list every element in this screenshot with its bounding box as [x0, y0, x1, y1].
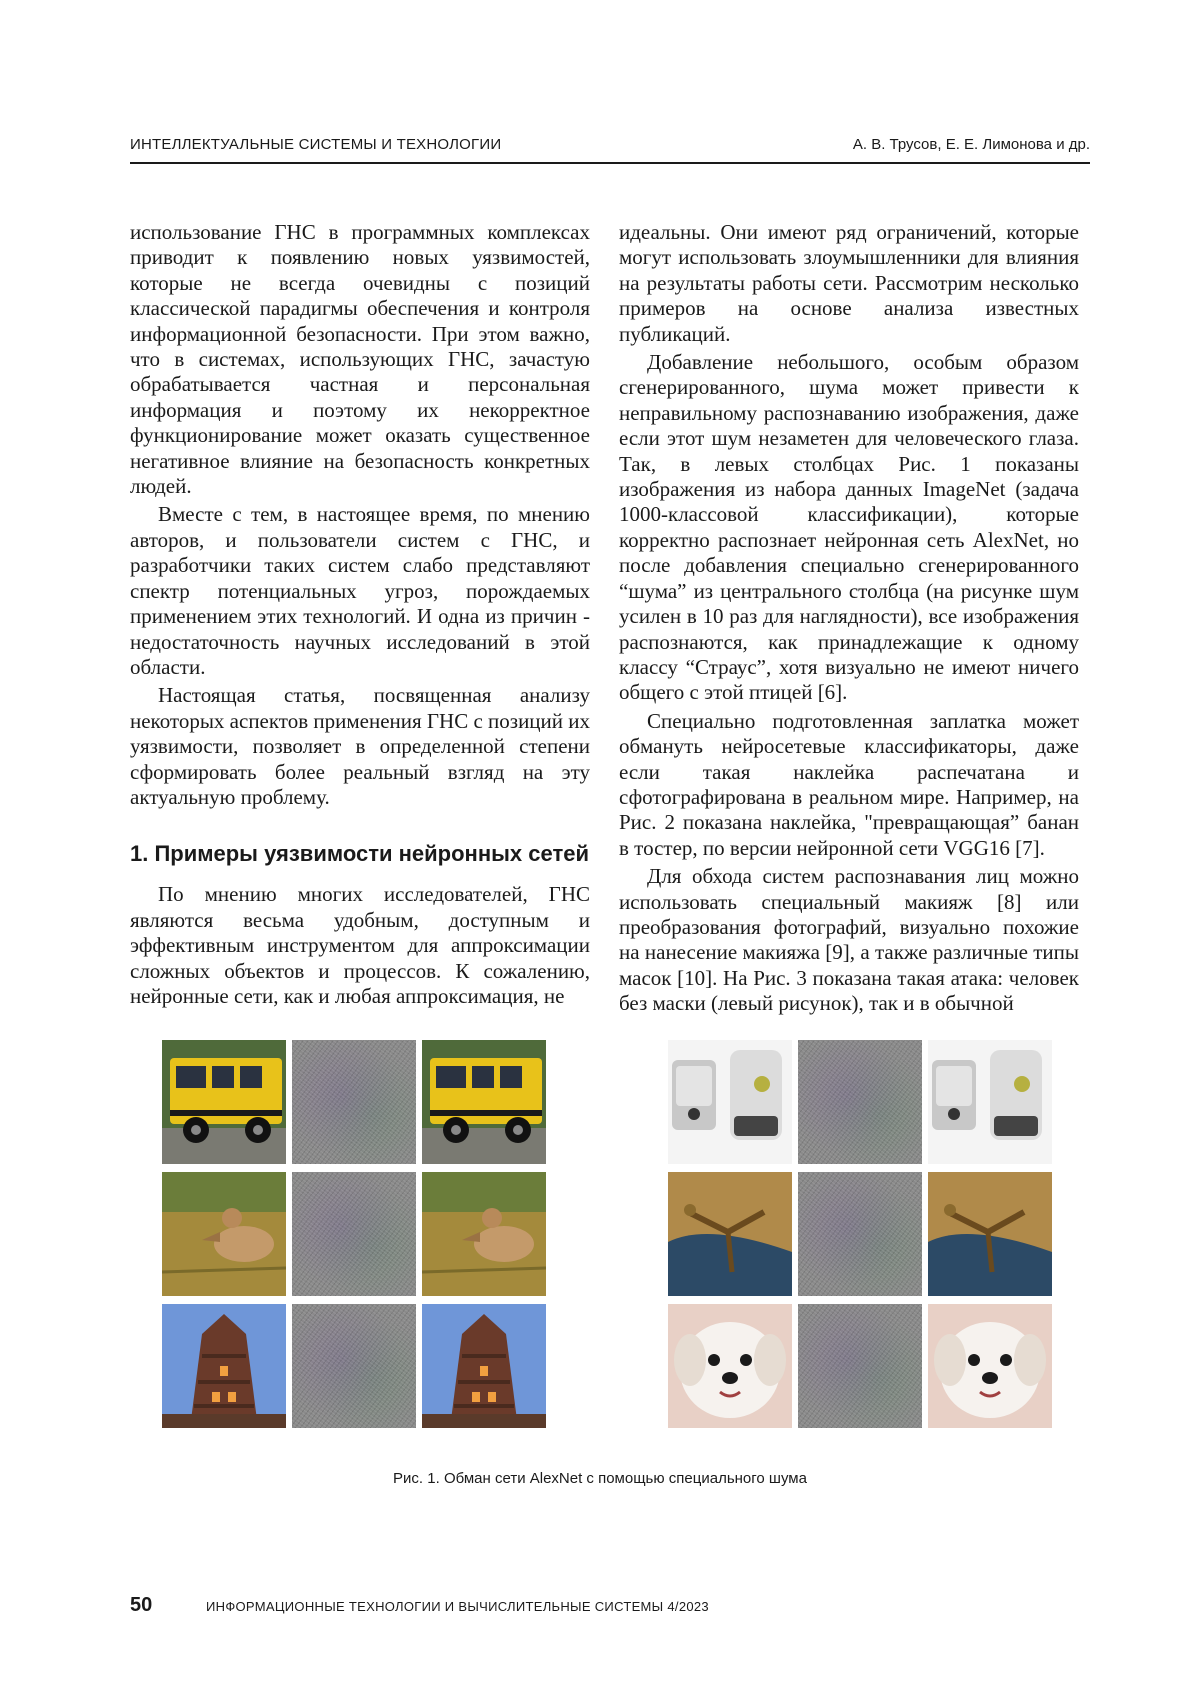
temple-adversarial-image: [422, 1304, 546, 1428]
bus-image: [162, 1040, 286, 1164]
bird-adversarial-image: [422, 1172, 546, 1296]
running-head: [130, 132, 1090, 164]
paragraph: Специально подготовленная заплатка может обмануть нейросетевые классификаторы, даже если такая наклейка распечатана и сфотографирована в реальном мире. Например, на Рис. 2 показана наклейка, "превращающая” банан в тостер, по версии нейронной сети VGG16 [7].: [619, 708, 1079, 860]
noise-image: [798, 1040, 922, 1164]
journal-name: ИНФОРМАЦИОННЫЕ ТЕХНОЛОГИИ И ВЫЧИСЛИТЕЛЬНЫЕ СИСТЕМЫ 4/2023: [206, 1599, 709, 1614]
temple-image: [162, 1304, 286, 1428]
figure-caption: Рис. 1. Обман сети AlexNet с помощью специального шума: [393, 1470, 807, 1487]
noise-image: [798, 1304, 922, 1428]
dog-image: [668, 1304, 792, 1428]
bus-adversarial-image: [422, 1040, 546, 1164]
authors-label: А. В. Трусов, Е. Е. Лимонова и др.: [852, 136, 1090, 153]
left-column: [130, 220, 590, 1009]
figure-left-panel: [162, 1040, 554, 1440]
page-number: 50: [130, 1594, 153, 1616]
paragraph: По мнению многих исследователей, ГНС являются весьма удобным, доступным и эффективным инструментом для аппроксимации сложных объектов и процессов. К сожалению, нейронные сети, как и любая аппроксимация, не: [130, 882, 590, 1008]
noise-image: [798, 1172, 922, 1296]
noise-image: [292, 1040, 416, 1164]
paragraph: Для обхода систем распознавания лиц можно использовать специальный макияж [8] или преобразования фотографий, визуально похожие на нанесение макияжа [9], а также различные типы масок [10]. На Рис. 3 показана такая атака: человек без маски (левый рисунок), так и в обычной: [619, 864, 1079, 1016]
paragraph: Добавление небольшого, особым образом сгенерированного, шума может привести к неправильному распознаванию изображения, даже если этот шум незаметен для человеческого глаза. Так, в левых столбцах Рис. 1 показаны изображения из набора данных ImageNet (задача 1000-классовой классификации), которые корректно распознает нейронная сеть AlexNet, но после добавления специально сгенерированного “шума” из центрального столбца (на рисунке шум усилен в 10 раз для наглядности), все изображения распознаются, как принадлежащие к одному классу “Страус”, хотя визуально не имеют ничего общего с этой птицей [6].: [619, 350, 1079, 705]
paragraph: идеальны. Они имеют ряд ограничений, которые могут использовать злоумышленники для влияния на результаты работы сети. Рассмотрим несколько примеров на основе анализа известных публикаций.: [619, 220, 1079, 346]
figure-1: [0, 1040, 1200, 1480]
dispenser-adversarial-image: [928, 1040, 1052, 1164]
paragraph: Вместе с тем, в настоящее время, по мнению авторов, и пользователи систем с ГНС, и разработчики таких систем слабо представляют спектр потенциальных угроз, порождаемых применением этих технологий. И одна из причин - недостаточность научных исследований в этой области.: [130, 502, 590, 679]
mantis-image: [668, 1172, 792, 1296]
dog-adversarial-image: [928, 1304, 1052, 1428]
noise-image: [292, 1172, 416, 1296]
bird-image: [162, 1172, 286, 1296]
paragraph: использование ГНС в программных комплексах приводит к появлению новых уязвимостей, которые не всегда очевидны с позиций классической парадигмы обеспечения и контроля информационной безопасности. При этом важно, что в системах, использующих ГНС, зачастую обрабатывается частная и персональная информация и поэтому их некорректное функционирование может оказать существенное негативное влияние на безопасность конкретных людей.: [130, 220, 590, 499]
dispenser-image: [668, 1040, 792, 1164]
section-label: ИНТЕЛЛЕКТУАЛЬНЫЕ СИСТЕМЫ И ТЕХНОЛОГИИ: [130, 136, 502, 153]
right-column: [619, 220, 1079, 1017]
section-heading: 1. Примеры уязвимости нейронных сетей: [130, 841, 589, 867]
figure-right-panel: [668, 1040, 1060, 1440]
paragraph: Настоящая статья, посвященная анализу некоторых аспектов применения ГНС с позиций их уязвимости, позволяет в определенной степени сформировать более реальный взгляд на эту актуальную проблему.: [130, 683, 591, 809]
mantis-adversarial-image: [928, 1172, 1052, 1296]
page-footer: [130, 1594, 1090, 1618]
noise-image: [292, 1304, 416, 1428]
